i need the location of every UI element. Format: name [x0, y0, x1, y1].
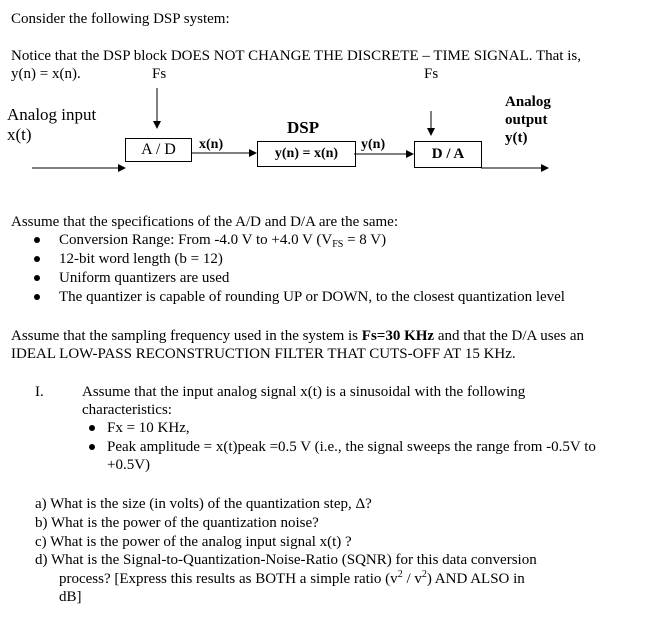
- dsp-box: y(n) = x(n): [257, 141, 356, 167]
- question-d-line-3: dB]: [59, 589, 82, 605]
- analog-output-yt: y(t): [505, 130, 528, 146]
- notice-line: Notice that the DSP block DOES NOT CHANGE THE DISCRETE – TIME SIGNAL. That is,: [11, 48, 581, 64]
- spec-uniform-quantizers: Uniform quantizers are used: [59, 270, 230, 286]
- fs-left-label: Fs: [152, 66, 167, 82]
- section-line-1: Assume that the input analog signal x(t) is a sinusoidal with the following: [82, 384, 526, 400]
- question-d-line-1: d) What is the Signal-to-Quantization-Noise-Ratio (SQNR) for this data conversion: [35, 552, 537, 568]
- bullet-dot: [89, 444, 95, 450]
- analog-output-label-2: output: [505, 112, 548, 128]
- section-numeral: I.: [35, 384, 44, 400]
- bullet-dot: [34, 275, 40, 281]
- xn-label: x(n): [199, 137, 224, 152]
- bullet-dot: [89, 425, 95, 431]
- yn-label: y(n): [361, 137, 386, 152]
- question-c: c) What is the power of the analog input signal x(t) ?: [35, 534, 352, 550]
- bullet-dot: [34, 294, 40, 300]
- question-d-line-2: process? [Express this results as BOTH a simple ratio $(v^2 / v^2)$ AND ALSO in: [59, 569, 525, 587]
- spec-word-length: 12-bit word length (b = 12): [59, 251, 223, 267]
- section-line-2: characteristics:: [82, 402, 172, 418]
- question-a: a) What is the size (in volts) of the quantization step, Δ?: [35, 496, 372, 512]
- sampling-line-2: IDEAL LOW-PASS RECONSTRUCTION FILTER THAT CUTS-OFF AT 15 KHz.: [11, 346, 516, 362]
- da-converter-box: D / A: [414, 141, 482, 168]
- spec-rounding: The quantizer is capable of rounding UP or DOWN, to the closest quantization level: [59, 289, 565, 305]
- dsp-block-diagram: [0, 0, 652, 200]
- specs-intro: Assume that the specifications of the A/D and D/A are the same:: [11, 214, 398, 230]
- question-b: b) What is the power of the quantization noise?: [35, 515, 319, 531]
- dsp-title: DSP: [287, 118, 320, 137]
- spec-conversion-range: Conversion Range: From -4.0 V to +4.0 V ($V_{FS} = 8$ V): [59, 232, 387, 250]
- signal-frequency: Fx = 10 KHz,: [107, 420, 190, 436]
- sampling-line-1: Assume that the sampling frequency used in the system is Fs=30 KHz and that the D/A uses an: [11, 328, 585, 344]
- signal-peak-amplitude-cont: +0.5V): [107, 457, 151, 473]
- analog-input-xt: x(t): [7, 125, 32, 144]
- bullet-dot: [34, 237, 40, 243]
- analog-input-label: Analog input: [7, 105, 97, 124]
- fs-right-label: Fs: [424, 66, 439, 82]
- analog-output-label-1: Analog: [505, 94, 551, 110]
- signal-peak-amplitude: Peak amplitude = x(t)peak =0.5 V (i.e., the signal sweeps the range from -0.5V to: [107, 439, 596, 455]
- bullet-dot: [34, 256, 40, 262]
- ad-converter-box: A / D: [125, 138, 192, 162]
- notice-equation: y(n) = x(n).: [11, 66, 81, 82]
- intro-text: Consider the following DSP system:: [11, 11, 230, 27]
